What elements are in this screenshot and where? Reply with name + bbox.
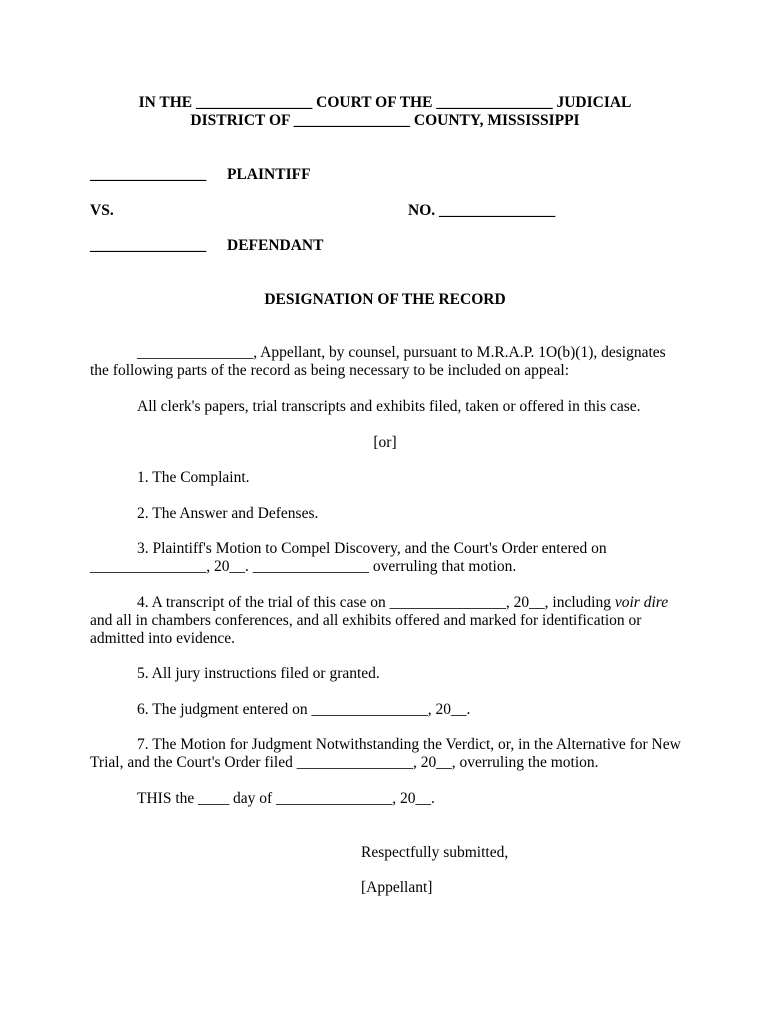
item-3 — [90, 540, 682, 576]
this-day-line: THIS the ____ day of _______________, 20__. — [137, 790, 435, 807]
document-title: DESIGNATION OF THE RECORD — [264, 291, 506, 308]
caption-line-2: DISTRICT OF _______________ COUNTY, MISSISSIPPI — [190, 112, 580, 129]
item-5: 5. All jury instructions filed or granted. — [137, 665, 380, 682]
item-1: 1. The Complaint. — [137, 469, 250, 486]
voir-dire-text: voir dire — [614, 594, 669, 611]
item-4-line-2: and all in chambers conferences, and all exhibits offered and marked for identification or — [90, 612, 642, 629]
item-4-line-3: admitted into evidence. — [90, 630, 236, 647]
signature-closing: Respectfully submitted, — [361, 844, 509, 861]
plaintiff-blank: _______________ — [90, 166, 207, 183]
caption-line-1: IN THE _______________ COURT OF THE _______________ JUDICIAL — [138, 94, 632, 111]
item-6: 6. The judgment entered on _______________, 20__. — [137, 701, 471, 718]
item-7 — [90, 736, 682, 772]
signature-name: [Appellant] — [361, 879, 433, 896]
case-number: NO. _______________ — [408, 202, 556, 219]
intro-line-1: _______________, Appellant, by counsel, pursuant to M.R.A.P. 1O(b)(1), designates — [137, 344, 666, 361]
all-papers-statement: All clerk's papers, trial transcripts and exhibits filed, taken or offered in this case. — [137, 398, 641, 415]
item-7-line-2: Trial, and the Court's Order filed _______________, 20__, overruling the motion. — [90, 754, 599, 771]
item-7-line-1: 7. The Motion for Judgment Notwithstanding the Verdict, or, in the Alternative for New — [137, 736, 681, 753]
or-separator: [or] — [373, 434, 397, 451]
item-4 — [90, 594, 682, 648]
versus-label: VS. — [90, 202, 114, 219]
intro-paragraph — [90, 344, 682, 380]
item-2: 2. The Answer and Defenses. — [137, 505, 319, 522]
defendant-blank: _______________ — [90, 237, 207, 254]
defendant-label: DEFENDANT — [227, 237, 324, 254]
item-3-line-2: _______________, 20__. _______________ overruling that motion. — [90, 558, 517, 575]
plaintiff-label: PLAINTIFF — [227, 166, 311, 183]
item-3-line-1: 3. Plaintiff's Motion to Compel Discovery, and the Court's Order entered on — [137, 540, 607, 557]
item-4-line-1: 4. A transcript of the trial of this case on _______________, 20__, including — [137, 594, 615, 611]
intro-line-2: the following parts of the record as being necessary to be included on appeal: — [90, 362, 570, 379]
